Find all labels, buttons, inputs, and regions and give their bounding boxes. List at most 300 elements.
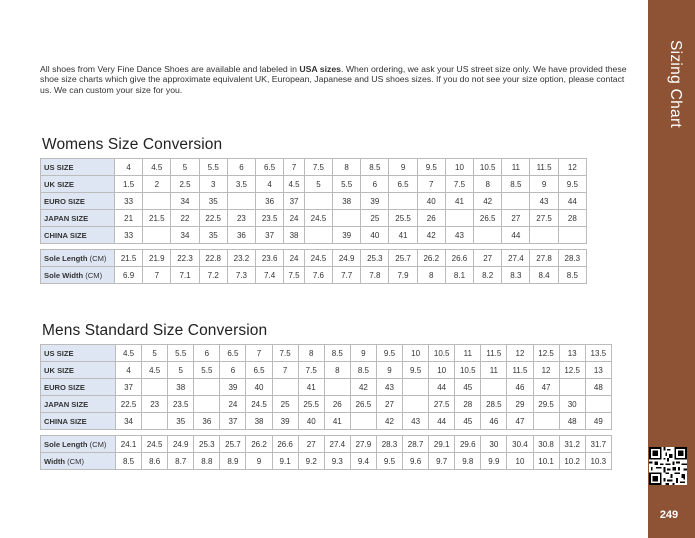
table-cell: 6.5 bbox=[220, 345, 246, 362]
table-cell: 9 bbox=[376, 362, 402, 379]
table-cell: 10.5 bbox=[474, 159, 502, 176]
table-cell: 22.5 bbox=[116, 396, 142, 413]
intro-bold: USA sizes bbox=[299, 64, 342, 74]
table-cell: 13 bbox=[585, 362, 611, 379]
table-cell: 45 bbox=[455, 413, 481, 430]
row-label bbox=[41, 227, 115, 244]
table-cell: 26.5 bbox=[350, 396, 376, 413]
table-cell: 9.5 bbox=[558, 176, 586, 193]
table-cell: 9.5 bbox=[417, 159, 445, 176]
table-row bbox=[41, 453, 612, 470]
table-cell: 48 bbox=[559, 413, 585, 430]
table-cell: 36 bbox=[256, 193, 284, 210]
table-cell: 41 bbox=[389, 227, 417, 244]
table-cell: 35 bbox=[199, 193, 227, 210]
table-cell: 8.5 bbox=[558, 267, 586, 284]
table-cell: 6.5 bbox=[389, 176, 417, 193]
table-cell: 43 bbox=[403, 413, 429, 430]
table-cell: 7.5 bbox=[284, 267, 305, 284]
table-cell: 40 bbox=[417, 193, 445, 210]
table-row bbox=[41, 379, 612, 396]
table-cell: 46 bbox=[507, 379, 533, 396]
table-cell: 30 bbox=[481, 436, 507, 453]
table-cell: 12.5 bbox=[533, 345, 559, 362]
table-cell bbox=[559, 379, 585, 396]
row-label bbox=[41, 396, 116, 413]
row-label-text: UK SIZE bbox=[44, 179, 74, 189]
table-cell: 39 bbox=[361, 193, 389, 210]
table-cell: 48 bbox=[585, 379, 611, 396]
table-cell: 23 bbox=[142, 396, 168, 413]
table-cell: 27.5 bbox=[530, 210, 558, 227]
table-cell: 25.5 bbox=[389, 210, 417, 227]
table-row bbox=[41, 193, 587, 210]
table-cell bbox=[143, 193, 171, 210]
table-cell: 24.5 bbox=[304, 250, 332, 267]
intro-text-1: All shoes from Very Fine Dance Shoes are available and labeled in bbox=[40, 64, 300, 74]
table-cell: 28.3 bbox=[558, 250, 586, 267]
row-label bbox=[41, 210, 115, 227]
table-cell: 10 bbox=[429, 362, 455, 379]
sidebar-title bbox=[650, 40, 690, 180]
table-cell: 34 bbox=[171, 227, 199, 244]
table-cell: 5.5 bbox=[333, 176, 361, 193]
table-cell: 35 bbox=[168, 413, 194, 430]
table-cell: 29.1 bbox=[429, 436, 455, 453]
womens-size-table bbox=[40, 158, 587, 284]
table-cell: 13.5 bbox=[585, 345, 611, 362]
table-cell: 26.6 bbox=[272, 436, 298, 453]
table-cell: 28 bbox=[558, 210, 586, 227]
table-cell: 30.8 bbox=[533, 436, 559, 453]
table-cell: 11 bbox=[455, 345, 481, 362]
row-label-unit: (CM) bbox=[83, 270, 103, 280]
table-cell: 24.9 bbox=[333, 250, 361, 267]
table-cell bbox=[227, 193, 255, 210]
table-cell: 26.2 bbox=[417, 250, 445, 267]
table-cell: 23.5 bbox=[168, 396, 194, 413]
table-cell: 9 bbox=[246, 453, 272, 470]
table-cell: 5.5 bbox=[194, 362, 220, 379]
table-cell: 8.1 bbox=[445, 267, 473, 284]
table-cell: 8.5 bbox=[502, 176, 530, 193]
table-row bbox=[41, 436, 612, 453]
table-cell: 5 bbox=[304, 176, 332, 193]
table-cell: 24 bbox=[220, 396, 246, 413]
table-cell: 9.8 bbox=[455, 453, 481, 470]
table-cell: 7 bbox=[272, 362, 298, 379]
mens-title: Mens Standard Size Conversion bbox=[42, 322, 268, 339]
table-cell: 10 bbox=[507, 453, 533, 470]
table-cell: 10.2 bbox=[559, 453, 585, 470]
row-label-text: Sole Width bbox=[44, 270, 84, 280]
table-cell: 12 bbox=[558, 159, 586, 176]
table-cell: 8.3 bbox=[502, 267, 530, 284]
table-cell bbox=[304, 227, 332, 244]
table-cell: 24.5 bbox=[142, 436, 168, 453]
row-label bbox=[41, 345, 116, 362]
table-cell: 33 bbox=[115, 193, 143, 210]
table-cell: 4.5 bbox=[116, 345, 142, 362]
table-cell: 25.3 bbox=[361, 250, 389, 267]
table-cell: 26 bbox=[324, 396, 350, 413]
table-cell: 22.8 bbox=[199, 250, 227, 267]
table-cell: 21 bbox=[115, 210, 143, 227]
table-cell: 7.5 bbox=[298, 362, 324, 379]
table-cell: 10 bbox=[445, 159, 473, 176]
table-cell: 27 bbox=[502, 210, 530, 227]
table-cell: 12 bbox=[507, 345, 533, 362]
table-cell: 29 bbox=[507, 396, 533, 413]
table-cell: 4.5 bbox=[143, 159, 171, 176]
table-cell: 37 bbox=[116, 379, 142, 396]
table-cell: 26.5 bbox=[474, 210, 502, 227]
table-cell: 11 bbox=[502, 159, 530, 176]
table-cell bbox=[530, 227, 558, 244]
row-label-text: JAPAN SIZE bbox=[44, 399, 89, 409]
table-cell: 7.8 bbox=[361, 267, 389, 284]
table-row bbox=[41, 227, 587, 244]
table-row bbox=[41, 210, 587, 227]
table-row bbox=[41, 396, 612, 413]
table-cell: 22.5 bbox=[199, 210, 227, 227]
table-cell bbox=[403, 396, 429, 413]
table-cell bbox=[389, 193, 417, 210]
table-cell: 7.2 bbox=[199, 267, 227, 284]
table-cell: 42 bbox=[350, 379, 376, 396]
table-cell: 36 bbox=[194, 413, 220, 430]
table-cell: 38 bbox=[284, 227, 305, 244]
table-cell: 27.5 bbox=[429, 396, 455, 413]
table-cell: 42 bbox=[417, 227, 445, 244]
row-label-text: CHINA SIZE bbox=[44, 416, 87, 426]
table-row bbox=[41, 159, 587, 176]
table-cell bbox=[502, 193, 530, 210]
table-cell: 45 bbox=[455, 379, 481, 396]
table-cell: 24.1 bbox=[116, 436, 142, 453]
table-cell: 11.5 bbox=[530, 159, 558, 176]
table-cell: 9.5 bbox=[403, 362, 429, 379]
table-cell: 31.7 bbox=[585, 436, 611, 453]
table-row bbox=[41, 267, 587, 284]
table-cell: 49 bbox=[585, 413, 611, 430]
table-cell: 1.5 bbox=[115, 176, 143, 193]
table-cell: 4 bbox=[115, 159, 143, 176]
table-cell: 9.3 bbox=[324, 453, 350, 470]
table-cell: 46 bbox=[481, 413, 507, 430]
table-cell: 39 bbox=[333, 227, 361, 244]
row-label bbox=[41, 159, 115, 176]
row-label-text: EURO SIZE bbox=[44, 196, 85, 206]
table-cell: 44 bbox=[558, 193, 586, 210]
table-cell: 12 bbox=[533, 362, 559, 379]
table-cell: 25.7 bbox=[220, 436, 246, 453]
table-cell: 7.9 bbox=[389, 267, 417, 284]
table-cell: 4 bbox=[256, 176, 284, 193]
table-cell: 30 bbox=[559, 396, 585, 413]
table-cell: 27 bbox=[474, 250, 502, 267]
table-cell bbox=[585, 396, 611, 413]
table-cell bbox=[194, 379, 220, 396]
table-cell: 7.5 bbox=[304, 159, 332, 176]
table-cell: 7 bbox=[284, 159, 305, 176]
table-cell: 27 bbox=[298, 436, 324, 453]
table-cell: 7 bbox=[246, 345, 272, 362]
table-cell: 42 bbox=[474, 193, 502, 210]
table-cell: 6 bbox=[227, 159, 255, 176]
table-cell: 8.5 bbox=[361, 159, 389, 176]
table-cell: 28.7 bbox=[403, 436, 429, 453]
table-cell: 5.5 bbox=[168, 345, 194, 362]
table-cell: 9.6 bbox=[403, 453, 429, 470]
table-cell bbox=[272, 379, 298, 396]
row-label bbox=[41, 176, 115, 193]
table-cell bbox=[558, 227, 586, 244]
table-cell: 31.2 bbox=[559, 436, 585, 453]
table-cell: 11.5 bbox=[481, 345, 507, 362]
table-cell: 9.9 bbox=[481, 453, 507, 470]
table-cell: 25.3 bbox=[194, 436, 220, 453]
table-cell: 41 bbox=[298, 379, 324, 396]
table-cell bbox=[143, 227, 171, 244]
table-cell: 8.2 bbox=[474, 267, 502, 284]
table-cell: 6 bbox=[361, 176, 389, 193]
table-cell: 22 bbox=[171, 210, 199, 227]
table-cell: 25.5 bbox=[298, 396, 324, 413]
table-cell: 23.2 bbox=[227, 250, 255, 267]
table-cell: 39 bbox=[272, 413, 298, 430]
table-cell: 6.5 bbox=[256, 159, 284, 176]
qr-code-icon bbox=[649, 447, 687, 485]
table-cell: 9 bbox=[389, 159, 417, 176]
table-cell: 24.9 bbox=[168, 436, 194, 453]
sidebar-title-text: Sizing Chart bbox=[667, 40, 684, 129]
table-cell: 23 bbox=[227, 210, 255, 227]
table-cell: 6 bbox=[194, 345, 220, 362]
table-cell: 6.5 bbox=[246, 362, 272, 379]
table-cell: 8.7 bbox=[168, 453, 194, 470]
table-cell: 7 bbox=[417, 176, 445, 193]
table-cell: 41 bbox=[324, 413, 350, 430]
table-cell: 43 bbox=[445, 227, 473, 244]
table-cell bbox=[481, 379, 507, 396]
table-cell: 26 bbox=[417, 210, 445, 227]
table-cell: 3.5 bbox=[227, 176, 255, 193]
table-cell: 8 bbox=[474, 176, 502, 193]
table-cell: 7.5 bbox=[445, 176, 473, 193]
row-label-text: UK SIZE bbox=[44, 365, 74, 375]
table-cell: 21.5 bbox=[143, 210, 171, 227]
intro-text-2: . When ordering, we ask your US street size only. We have provided these shoe size charts which give the approximate equivalent UK, European, Japanese and US shoes sizes. If you do not see your size option, please contact us. We can custom your size for you. bbox=[40, 64, 627, 95]
table-cell: 10.5 bbox=[429, 345, 455, 362]
table-row bbox=[41, 413, 612, 430]
table-cell bbox=[533, 413, 559, 430]
row-label-text: US SIZE bbox=[44, 162, 74, 172]
table-cell: 8.4 bbox=[530, 267, 558, 284]
table-cell: 8.9 bbox=[220, 453, 246, 470]
row-label-text: CHINA SIZE bbox=[44, 230, 87, 240]
table-cell: 13 bbox=[559, 345, 585, 362]
table-cell: 25.7 bbox=[389, 250, 417, 267]
table-cell: 5 bbox=[171, 159, 199, 176]
table-cell: 27.9 bbox=[350, 436, 376, 453]
table-cell: 28.5 bbox=[481, 396, 507, 413]
table-cell: 24 bbox=[284, 210, 305, 227]
table-cell: 38 bbox=[333, 193, 361, 210]
table-cell: 35 bbox=[199, 227, 227, 244]
table-cell: 25 bbox=[361, 210, 389, 227]
table-cell: 37 bbox=[284, 193, 305, 210]
table-cell: 5 bbox=[142, 345, 168, 362]
table-row bbox=[41, 345, 612, 362]
table-cell: 24.5 bbox=[246, 396, 272, 413]
table-row bbox=[41, 362, 612, 379]
row-label-text: Sole Length bbox=[44, 253, 88, 263]
table-cell bbox=[474, 227, 502, 244]
table-row bbox=[41, 250, 587, 267]
table-cell: 4.5 bbox=[284, 176, 305, 193]
row-label-unit: (CM) bbox=[87, 253, 107, 263]
row-label-unit: (CM) bbox=[87, 439, 107, 449]
table-cell: 7.1 bbox=[171, 267, 199, 284]
table-cell: 9.5 bbox=[376, 345, 402, 362]
table-cell: 22.3 bbox=[171, 250, 199, 267]
page-number: 249 bbox=[659, 509, 679, 521]
table-cell: 27.8 bbox=[530, 250, 558, 267]
table-cell: 7.3 bbox=[227, 267, 255, 284]
table-cell: 4 bbox=[116, 362, 142, 379]
table-cell: 9.5 bbox=[376, 453, 402, 470]
table-cell: 10.1 bbox=[533, 453, 559, 470]
intro-paragraph bbox=[40, 64, 635, 95]
table-cell: 36 bbox=[227, 227, 255, 244]
row-label-unit: (CM) bbox=[65, 456, 85, 466]
table-cell: 41 bbox=[445, 193, 473, 210]
table-cell: 5 bbox=[168, 362, 194, 379]
table-cell: 47 bbox=[533, 379, 559, 396]
table-cell: 10.5 bbox=[455, 362, 481, 379]
table-cell: 7.4 bbox=[256, 267, 284, 284]
womens-title: Womens Size Conversion bbox=[42, 136, 223, 153]
table-cell: 30.4 bbox=[507, 436, 533, 453]
table-cell: 28 bbox=[455, 396, 481, 413]
table-cell: 29.5 bbox=[533, 396, 559, 413]
table-cell: 8 bbox=[333, 159, 361, 176]
table-cell: 23.5 bbox=[256, 210, 284, 227]
table-cell: 4.5 bbox=[142, 362, 168, 379]
table-cell: 42 bbox=[376, 413, 402, 430]
table-cell: 29.6 bbox=[455, 436, 481, 453]
table-cell: 8 bbox=[417, 267, 445, 284]
row-label-text: US SIZE bbox=[44, 348, 74, 358]
table-cell: 38 bbox=[168, 379, 194, 396]
table-cell: 9.4 bbox=[350, 453, 376, 470]
row-label bbox=[41, 379, 116, 396]
row-label bbox=[41, 267, 115, 284]
table-cell: 7.5 bbox=[272, 345, 298, 362]
row-label bbox=[41, 453, 116, 470]
table-cell: 2.5 bbox=[171, 176, 199, 193]
table-cell: 21.9 bbox=[143, 250, 171, 267]
table-cell: 2 bbox=[143, 176, 171, 193]
table-cell: 28.3 bbox=[376, 436, 402, 453]
table-cell bbox=[333, 210, 361, 227]
table-cell: 8.5 bbox=[350, 362, 376, 379]
table-cell: 40 bbox=[361, 227, 389, 244]
table-cell: 21.5 bbox=[115, 250, 143, 267]
table-cell: 8 bbox=[324, 362, 350, 379]
mens-size-table bbox=[40, 344, 612, 470]
table-cell bbox=[142, 379, 168, 396]
table-cell: 37 bbox=[220, 413, 246, 430]
table-cell: 43 bbox=[376, 379, 402, 396]
table-cell: 5.5 bbox=[199, 159, 227, 176]
table-cell bbox=[304, 193, 332, 210]
row-label-text: Sole Length bbox=[44, 439, 88, 449]
table-cell: 44 bbox=[502, 227, 530, 244]
table-cell: 33 bbox=[115, 227, 143, 244]
table-cell: 7 bbox=[143, 267, 171, 284]
table-cell: 34 bbox=[116, 413, 142, 430]
table-cell: 6 bbox=[220, 362, 246, 379]
row-label bbox=[41, 413, 116, 430]
table-cell: 43 bbox=[530, 193, 558, 210]
table-cell: 8.5 bbox=[116, 453, 142, 470]
table-cell: 11 bbox=[481, 362, 507, 379]
table-cell: 8.6 bbox=[142, 453, 168, 470]
table-cell: 9.1 bbox=[272, 453, 298, 470]
table-cell bbox=[142, 413, 168, 430]
table-cell: 23.6 bbox=[256, 250, 284, 267]
table-cell: 7.6 bbox=[304, 267, 332, 284]
table-cell: 9 bbox=[350, 345, 376, 362]
table-cell: 44 bbox=[429, 379, 455, 396]
table-cell: 24.5 bbox=[304, 210, 332, 227]
table-cell: 34 bbox=[171, 193, 199, 210]
table-cell: 24 bbox=[284, 250, 305, 267]
table-cell: 40 bbox=[298, 413, 324, 430]
row-label-text: EURO SIZE bbox=[44, 382, 85, 392]
table-cell: 8.5 bbox=[324, 345, 350, 362]
table-cell: 27.4 bbox=[324, 436, 350, 453]
table-cell: 10.3 bbox=[585, 453, 611, 470]
table-cell bbox=[194, 396, 220, 413]
table-cell: 25 bbox=[272, 396, 298, 413]
table-row bbox=[41, 176, 587, 193]
table-cell: 44 bbox=[429, 413, 455, 430]
table-cell: 12.5 bbox=[559, 362, 585, 379]
table-cell bbox=[324, 379, 350, 396]
row-label bbox=[41, 362, 116, 379]
table-cell: 9.7 bbox=[429, 453, 455, 470]
table-cell: 9 bbox=[530, 176, 558, 193]
table-cell: 9.2 bbox=[298, 453, 324, 470]
table-cell: 39 bbox=[220, 379, 246, 396]
table-cell: 26.6 bbox=[445, 250, 473, 267]
table-cell: 8 bbox=[298, 345, 324, 362]
table-cell: 37 bbox=[256, 227, 284, 244]
table-cell: 27.4 bbox=[502, 250, 530, 267]
table-cell: 26.2 bbox=[246, 436, 272, 453]
row-label-text: Width bbox=[44, 456, 66, 466]
table-cell: 6.9 bbox=[115, 267, 143, 284]
row-label bbox=[41, 436, 116, 453]
table-cell: 40 bbox=[246, 379, 272, 396]
table-cell: 47 bbox=[507, 413, 533, 430]
table-cell: 38 bbox=[246, 413, 272, 430]
table-cell bbox=[403, 379, 429, 396]
table-cell bbox=[350, 413, 376, 430]
